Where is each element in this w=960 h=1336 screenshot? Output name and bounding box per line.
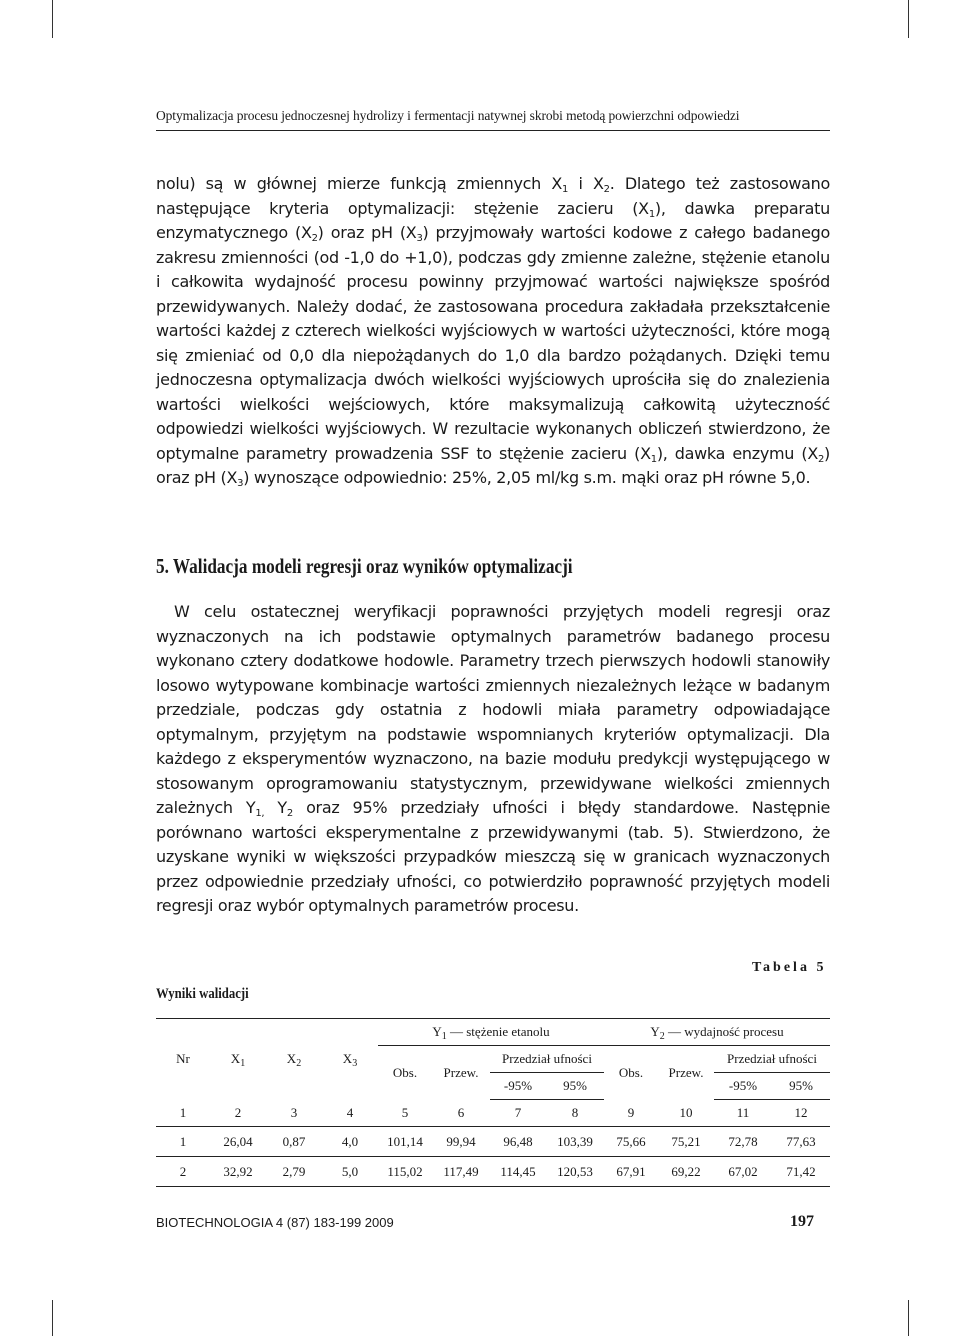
header-y2-obs: Obs. xyxy=(618,1064,644,1080)
crop-mark xyxy=(908,1300,909,1336)
table-cell: 72,78 xyxy=(714,1127,772,1157)
table-cell: 114,45 xyxy=(490,1157,546,1187)
header-y2-przew: Przew. xyxy=(668,1064,704,1080)
col-num: 3 xyxy=(266,1100,322,1127)
header-y2: $Y_2$ — wydajność procesu xyxy=(604,1019,830,1046)
table-cell: 5,0 xyxy=(322,1157,378,1187)
table-cell: 2 xyxy=(156,1157,210,1187)
table-cell: 99,94 xyxy=(432,1127,490,1157)
table-cell: 69,22 xyxy=(658,1157,714,1187)
journal-footer: BIOTECHNOLOGIA 4 (87) 183-199 2009 xyxy=(156,1215,394,1230)
table-cell: 120,53 xyxy=(546,1157,604,1187)
validation-table xyxy=(156,1018,830,1187)
header-y1: $Y_1$ — stężenie etanolu xyxy=(378,1019,604,1046)
col-num: 4 xyxy=(322,1100,378,1127)
table-title: Wyniki walidacji xyxy=(156,986,249,1002)
col-num: 12 xyxy=(772,1100,830,1127)
header-x3: $X_3$ xyxy=(322,1019,378,1100)
paragraph-2: W celu ostatecznej weryfikacji poprawności przyjętych modeli regresji oraz wyznaczonych na ich podstawie optymalnych parametrów badanego procesu wykonano cztery dodatkowe hodowle. Parametry trzech pierwszych hodowli stanowiły losowo wytypowane kombinacje wartości zmiennych niezależnych leżące w badanym przedziale, podczas gdy ostatnia z hodowli miała parametry odpowiadające optymalnym, przyjętym na podstawie wspomnianych kryteriów optymalizacji. Dla każdego z eksperymentów wyznaczono, na bazie modułu predykcji występującego w stosowanym oprogramowaniu statystycznym, przewidywane wielkości zmiennych zależnych $Y_{1,}$ $Y_2$ oraz 95% przedziały ufności i błędy standardowe. Następnie porównano wartości eksperymentalne z przewidywanymi (tab. 5). Stwierdzono, że uzyskane wyniki w większości przypadków mieszczą się w granicach wyznaczonych przez odpowiednie przedziały ufności, co potwierdziło poprawność przyjętych modeli regresji oraz wybór optymalnych parametrów procesu. xyxy=(156,602,831,915)
table-cell: 115,02 xyxy=(378,1157,432,1187)
header-x2: $X_2$ xyxy=(266,1019,322,1100)
col-num: 1 xyxy=(156,1100,210,1127)
table-cell: 0,87 xyxy=(266,1127,322,1157)
running-head: Optymalizacja procesu jednoczesnej hydrolizy i fermentacji natywnej skrobi metodą powierzchni odpowiedzi xyxy=(156,108,830,131)
table-cell: 67,91 xyxy=(604,1157,658,1187)
table-cell: 75,66 xyxy=(604,1127,658,1157)
col-num: 10 xyxy=(658,1100,714,1127)
header-y2-przedzial: Przedział ufności xyxy=(714,1046,830,1073)
page-number: 197 xyxy=(790,1213,814,1230)
header-y2-lo: -95% xyxy=(714,1073,772,1100)
table-row xyxy=(156,1127,830,1157)
paragraph-1: nolu) są w głównej mierze funkcją zmiennych $X_1$ i $X_2$. Dlatego też zastosowano następujące kryteria optymalizacji: stężenie zacieru $(X_1)$, dawka preparatu enzymatycznego $(X_2)$ oraz pH $(X_3)$ przyjmowały wartości kodowe z całego badanego zakresu zmienności (od -1,0 do +1,0), podczas gdy zmienne zależne, stężenie etanolu i całkowita wydajność procesu powinny przyjmować wartości największe spośród przewidywanych. Należy dodać, że zastosowana procedura zakładała przekształcenie wartości każdej z czterech wielkości wyjściowych w wartości użyteczności, które mogą się zmieniać od 0,0 dla niepożądanych do 1,0 dla bardzo pożądanych. Dzięki temu jednoczesna optymalizacja dwóch wielkości wyjściowych uprościła się do znalezienia wartości wielkości wejściowych, które maksymalizują całkowitą użyteczność odpowiedzi wielkości wyjściowych. W rezultacie wykonanych obliczeń stwierdzono, że optymalne parametry prowadzenia SSF to stężenie zacieru $(X_1)$, dawka enzymu $(X_2)$ oraz pH $(X_3)$ wynoszące odpowiednio: 25%, 2,05 ml/kg s.m. mąki oraz pH równe 5,0. xyxy=(156,174,830,489)
header-y2-hi: 95% xyxy=(772,1073,830,1100)
crop-mark xyxy=(908,0,909,38)
col-num: 9 xyxy=(604,1100,658,1127)
table-row xyxy=(156,1157,830,1187)
header-y1-przew: Przew. xyxy=(443,1064,479,1080)
col-num: 2 xyxy=(210,1100,266,1127)
table-cell: 1 xyxy=(156,1127,210,1157)
table-cell: 103,39 xyxy=(546,1127,604,1157)
column-number-row xyxy=(156,1100,830,1127)
col-num: 7 xyxy=(490,1100,546,1127)
table-cell: 4,0 xyxy=(322,1127,378,1157)
header-y1-obs: Obs. xyxy=(392,1064,418,1080)
table-cell: 67,02 xyxy=(714,1157,772,1187)
table-cell: 2,79 xyxy=(266,1157,322,1187)
col-num: 11 xyxy=(714,1100,772,1127)
table-cell: 77,63 xyxy=(772,1127,830,1157)
table-cell: 75,21 xyxy=(658,1127,714,1157)
section-heading: 5. Walidacja modeli regresji oraz wyników optymalizacji xyxy=(156,554,573,578)
table-cell: 117,49 xyxy=(432,1157,490,1187)
col-num: 8 xyxy=(546,1100,604,1127)
table-cell: 96,48 xyxy=(490,1127,546,1157)
table-cell: 101,14 xyxy=(378,1127,432,1157)
crop-mark xyxy=(52,0,53,38)
table-cell: 71,42 xyxy=(772,1157,830,1187)
table-cell: 32,92 xyxy=(210,1157,266,1187)
col-num: 6 xyxy=(432,1100,490,1127)
header-nr: Nr xyxy=(156,1019,210,1100)
crop-mark xyxy=(52,1300,53,1336)
header-y1-hi: 95% xyxy=(546,1073,604,1100)
col-num: 5 xyxy=(378,1100,432,1127)
header-x1: $X_1$ xyxy=(210,1019,266,1100)
header-y1-lo: -95% xyxy=(490,1073,546,1100)
header-y1-przedzial: Przedział ufności xyxy=(490,1046,604,1073)
table-number: Tabela 5 xyxy=(752,960,827,975)
table-cell: 26,04 xyxy=(210,1127,266,1157)
